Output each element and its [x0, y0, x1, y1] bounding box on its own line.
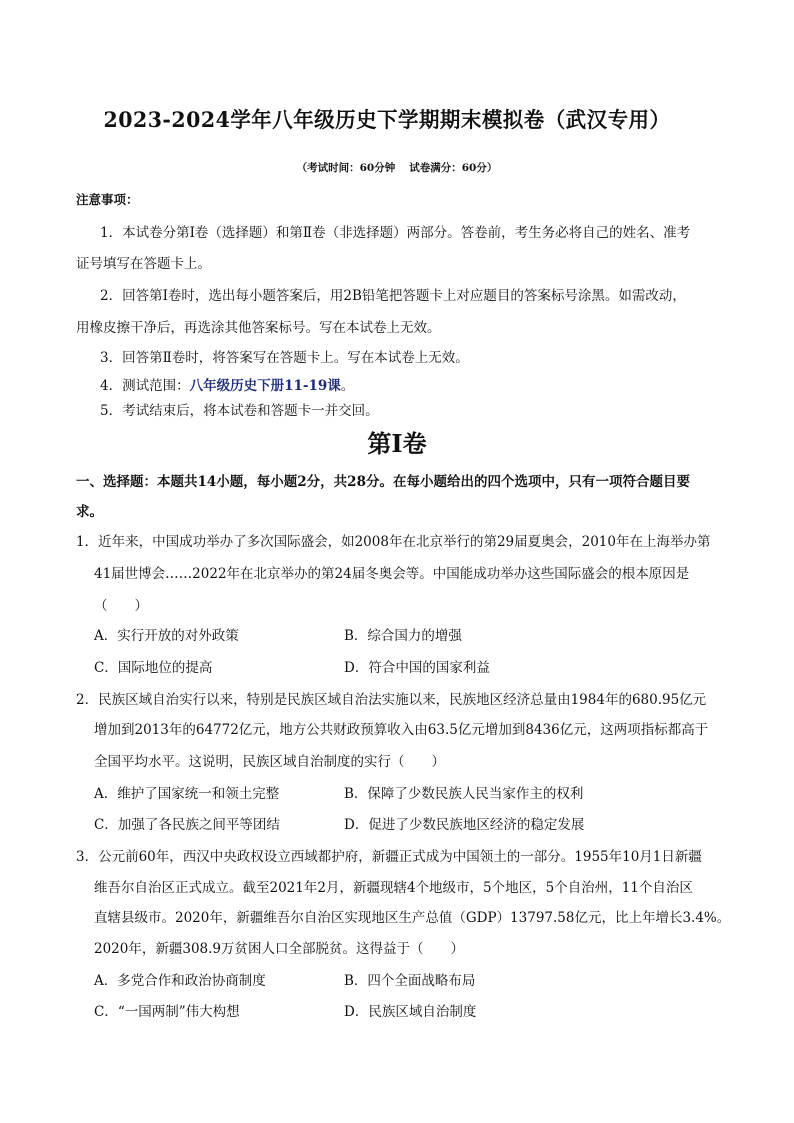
question-3-line-4: 2020年，新疆308.9万贫困人口全部脱贫。这得益于（ ） [94, 941, 465, 957]
exam-time-score [0, 160, 794, 175]
question-3-line-1: 3．公元前60年，西汉中央政权设立西域都护府，新疆正式成为中国领土的一部分。1955年10月1日新疆 [76, 849, 702, 865]
question-1-option-c[interactable]: C．国际地位的提高 [94, 660, 213, 676]
question-2-line-3: 全国平均水平。这说明，民族区域自治制度的实行（ ） [94, 754, 445, 770]
question-2-line-2: 增加到2013年的64772亿元，地方公共财政预算收入由63.5亿元增加到8436亿元，这两项指标都高于 [94, 722, 709, 738]
note-4-prefix: 4．测试范围： [100, 378, 190, 394]
exam-time: （考试时间：60分钟 [296, 162, 396, 174]
question-3-line-2: 维吾尔自治区正式成立。截至2021年2月，新疆现辖4个地级市，5个地区，5个自治州，11个自治区 [94, 880, 693, 896]
notes-heading: 注意事项： [76, 192, 139, 207]
note-3: 3．回答第Ⅱ卷时，将答案写在答题卡上。写在本试卷上无效。 [100, 350, 469, 366]
question-2-option-d[interactable]: D．促进了少数民族地区经济的稳定发展 [344, 817, 585, 833]
question-2-option-c[interactable]: C．加强了各民族之间平等团结 [94, 817, 280, 833]
note-1-line-2: 证号填写在答题卡上。 [76, 256, 211, 272]
question-2-option-b[interactable]: B．保障了少数民族人民当家作主的权利 [344, 786, 584, 802]
question-1-line-1: 1．近年来，中国成功举办了多次国际盛会，如2008年在北京举行的第29届夏奥会，2010年在上海举办第 [76, 534, 711, 550]
test-scope: 八年级历史下册11-19课 [189, 378, 341, 394]
note-4 [100, 374, 354, 394]
question-3-line-3: 直辖县级市。2020年，新疆维吾尔自治区实现地区生产总值（GDP）13797.58亿元，比上年增长3.4%。 [94, 910, 731, 926]
question-1-option-b[interactable]: B．综合国力的增强 [344, 628, 462, 644]
question-1-option-a[interactable]: A．实行开放的对外政策 [94, 628, 239, 644]
question-2-option-a[interactable]: A．维护了国家统一和领土完整 [94, 786, 280, 802]
question-3-option-d[interactable]: D．民族区域自治制度 [344, 1004, 477, 1020]
note-2-line-2: 用橡皮擦干净后，再选涂其他答案标号。写在本试卷上无效。 [76, 320, 441, 336]
volume-title: 第Ⅰ卷 [367, 429, 427, 458]
question-1-answer-blank: （ ） [94, 598, 148, 614]
note-4-suffix: 。 [340, 378, 355, 394]
question-3-option-c[interactable]: C．“一国两制”伟大构想 [94, 1004, 240, 1020]
question-1-line-2: 41届世博会……2022年在北京举办的第24届冬奥会等。中国能成功举办这些国际盛会的根本原因是 [94, 566, 690, 582]
exam-full-score: 试卷满分：60分） [409, 162, 498, 174]
note-2-line-1: 2．回答第Ⅰ卷时，选出每小题答案后，用2B铅笔把答题卡上对应题目的答案标号涂黑。如需改动， [100, 288, 686, 304]
question-1-option-d[interactable]: D．符合中国的国家利益 [344, 660, 490, 676]
section-heading-line-2: 求。 [76, 504, 103, 520]
question-2-line-1: 2．民族区域自治实行以来，特别是民族区域自治法实施以来，民族地区经济总量由1984年的680.95亿元 [76, 692, 707, 708]
section-heading-line-1: 一、选择题：本题共14小题，每小题2分，共28分。在每小题给出的四个选项中，只有一项符合题目要 [76, 474, 690, 490]
question-3-option-b[interactable]: B．四个全面战略布局 [344, 973, 476, 989]
note-5: 5．考试结束后，将本试卷和答题卡一并交回。 [100, 403, 379, 419]
note-1-line-1: 1．本试卷分第Ⅰ卷（选择题）和第Ⅱ卷（非选择题）两部分。答卷前，考生务必将自己的姓名、准考 [100, 225, 691, 241]
exam-title: 2023-2024学年八年级历史下学期期末模拟卷（武汉专用） [103, 107, 671, 132]
question-3-option-a[interactable]: A．多党合作和政治协商制度 [94, 973, 266, 989]
